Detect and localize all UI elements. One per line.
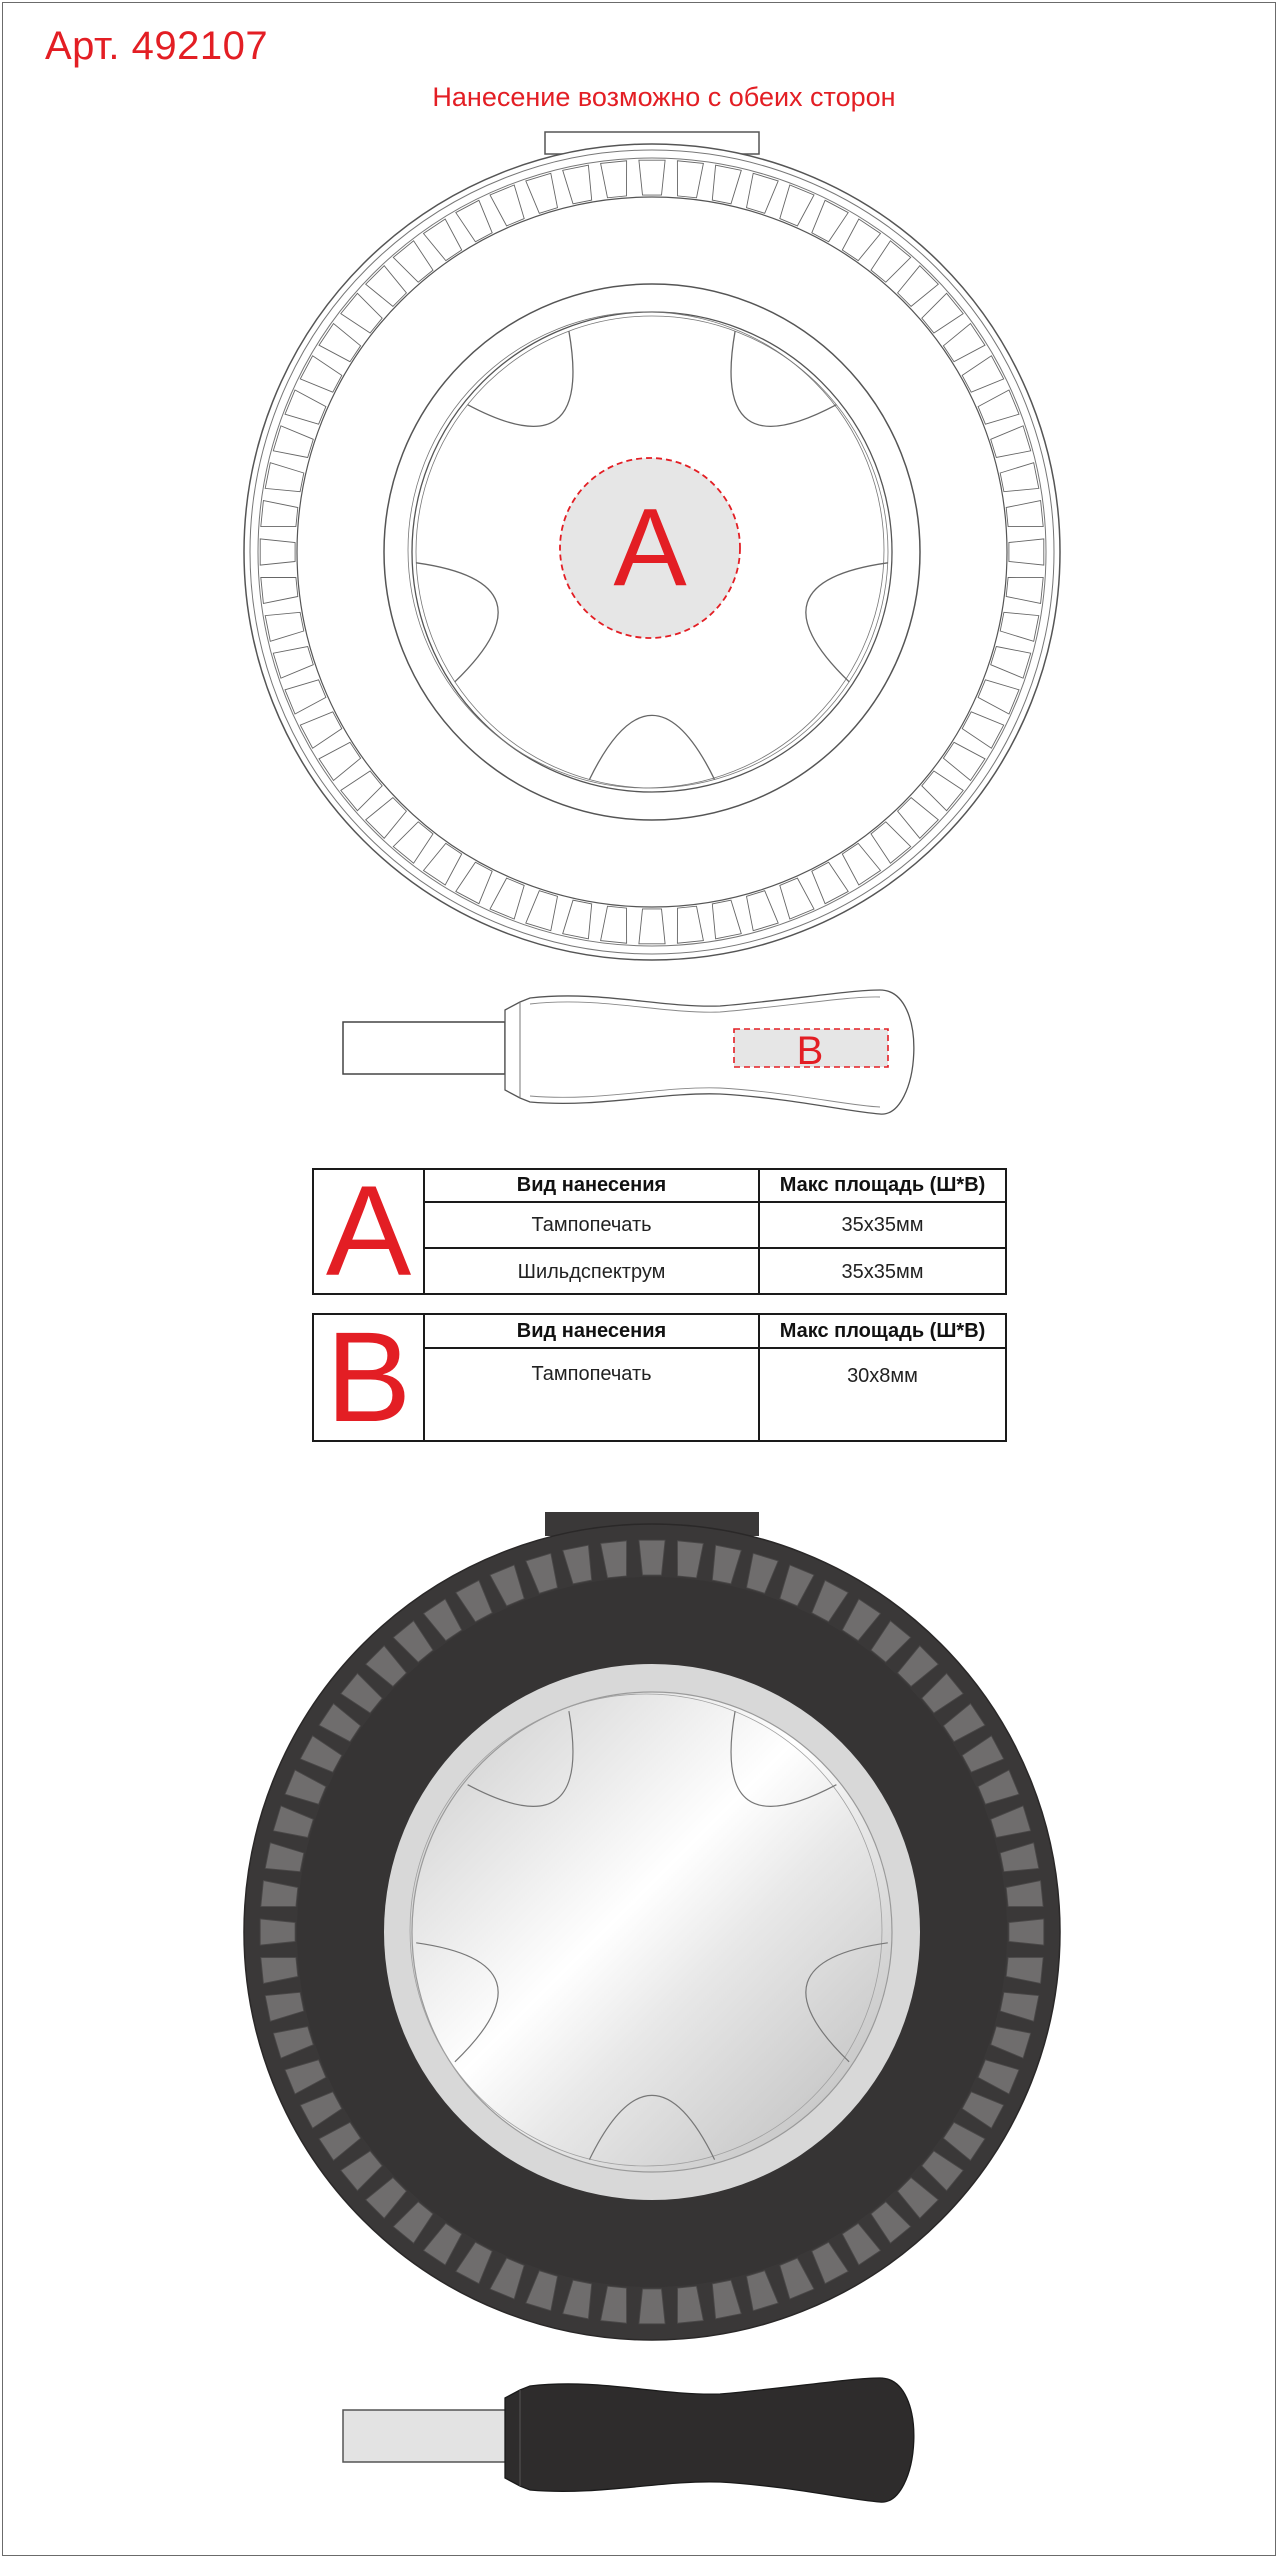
tread-block: [639, 1540, 665, 1575]
table-b-area-1: 30x8мм: [847, 1365, 918, 1387]
tread-block: [260, 539, 295, 565]
table-a-area-1: 35x35мм: [841, 1213, 924, 1236]
table-b: [312, 1305, 1007, 1449]
table-b-letter: B: [314, 1315, 425, 1440]
table-a-col1-header: Вид нанесения: [425, 1170, 760, 1201]
wheel-outline-drawing: [0, 0, 1280, 1160]
tread-block: [1009, 539, 1044, 565]
table-a-col2-header: Макс площадь (Ш*В): [779, 1174, 986, 1196]
table-row: [425, 1349, 1005, 1442]
table-row: [425, 1249, 1005, 1295]
tread-block: [260, 1919, 295, 1945]
article-number: Арт. 492107: [45, 24, 269, 68]
table-a-method-1: Тампопечать: [425, 1203, 760, 1247]
table-a-letter: A: [314, 1170, 425, 1293]
table-row: [425, 1203, 1005, 1249]
table-a-area-2: 35x35мм: [841, 1260, 924, 1283]
tread-block: [639, 2289, 665, 2324]
table-b-col2-header: Макс площадь (Ш*В): [779, 1319, 986, 1342]
tread-block: [639, 909, 665, 944]
table-b-header-row: [425, 1315, 1005, 1349]
tread-block: [639, 160, 665, 195]
zone-b-label: B: [796, 1029, 824, 1073]
wheel-color-drawing: [0, 1480, 1280, 2560]
print-note: Нанесение возможно с обеих сторон: [432, 82, 896, 112]
table-a: [312, 1159, 1007, 1303]
tread-block: [1009, 1919, 1044, 1945]
screwdriver: [343, 2378, 914, 2502]
table-b-col1-header: Вид нанесения: [425, 1315, 760, 1347]
table-a-method-2: Шильдспектрум: [425, 1249, 760, 1295]
table-b-method-1: Тампопечать: [425, 1349, 760, 1442]
table-a-header-row: [425, 1170, 1005, 1203]
zone-a-label: A: [613, 486, 687, 609]
